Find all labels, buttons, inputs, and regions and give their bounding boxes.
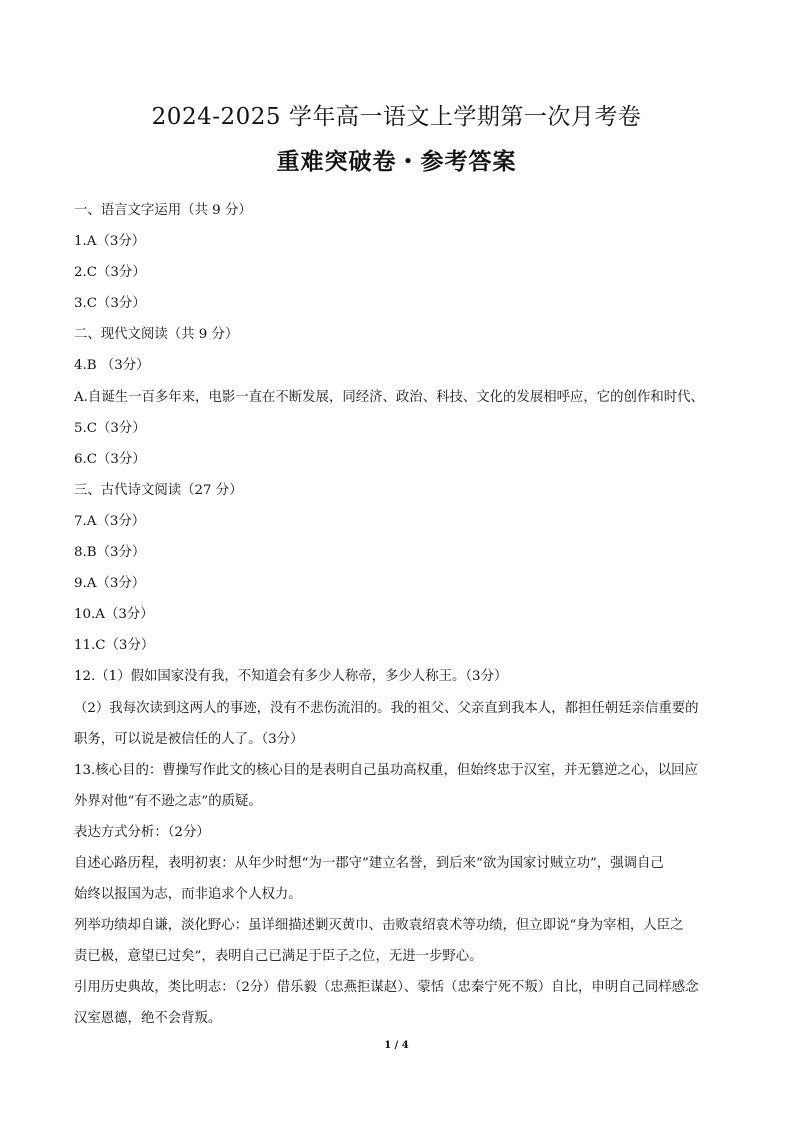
section-heading-1: 一、语言文字运用（共 9 分） (74, 203, 252, 218)
analysis-point-3: 引用历史典故，类比明志：（2分）借乐毅（忠燕拒谋赵）、蒙恬（忠秦宁死不叛）自比，申明自己同样感念 (74, 980, 699, 996)
answer-11: 11.C（3分） (74, 638, 155, 654)
analysis-point-2-cont: 责已极，意望已过矣”，表明自己已满足于臣子之位，无进一步野心。 (74, 949, 483, 965)
analysis-point-1-cont: 始终以报国为志，而非追求个人权力。 (74, 887, 302, 903)
answer-9: 9.A（3分） (74, 576, 146, 592)
answer-2: 2.C（3分） (74, 265, 146, 281)
answer-13: 13.核心目的：曹操写作此文的核心目的是表明自己虽功高权重，但始终忠于汉室，并无篡逆之心，以回应 (74, 762, 698, 778)
section-heading-3: 三、古代诗文阅读（27 分） (74, 482, 243, 498)
answer-10: 10.A（3分） (74, 607, 154, 623)
answer-content (74, 195, 729, 1035)
answer-13-cont: 外界对他“有不逊之志”的质疑。 (74, 793, 262, 809)
answer-12-part-2-cont: 职务，可以说是被信任的人了。（3分） (74, 731, 304, 747)
answer-12-part-1: 12.（1）假如国家没有我，不知道会有多少人称帝，多少人称王。（3分） (74, 669, 508, 685)
analysis-heading: 表达方式分析：（2分） (74, 824, 210, 840)
page-number: 1 / 4 (384, 1040, 409, 1051)
answer-5: 5.C（3分） (74, 420, 146, 436)
page-subtitle: 重难突破卷・参考答案 (276, 148, 517, 175)
answer-12-part-2: （2）我每次读到这两人的事迹，没有不悲伤流泪的。我的祖父、父亲直到我本人，都担任朝廷亲信重要的 (74, 700, 699, 716)
analysis-point-2: 列举功绩却自谦，淡化野心：虽详细描述剿灭黄巾、击败袁绍袁术等功绩，但立即说“身为宰相，人臣之 (74, 918, 684, 934)
section-heading-2: 二、现代文阅读（共 9 分） (74, 327, 239, 343)
answer-4: 4.B （3分） (74, 358, 150, 374)
answer-3: 3.C（3分） (74, 296, 146, 312)
page-title: 2024-2025 学年高一语文上学期第一次月考卷 (151, 104, 642, 130)
analysis-point-1: 自述心路历程，表明初衷：从年少时想“为一郡守”建立名誉，到后来“欲为国家讨贼立功”，强调自己 (74, 855, 664, 871)
answer-7: 7.A（3分） (74, 513, 146, 529)
analysis-point-3-cont: 汉室恩德，绝不会背叛。 (74, 1011, 222, 1027)
answer-8: 8.B（3分） (74, 545, 146, 561)
answer-1: 1.A（3分） (74, 234, 146, 250)
answer-6: 6.C（3分） (74, 451, 146, 467)
answer-4-explanation: A.自诞生一百多年来，电影一直在不断发展，同经济、政治、科技、文化的发展相呼应，它的创作和时代、 (74, 389, 704, 405)
